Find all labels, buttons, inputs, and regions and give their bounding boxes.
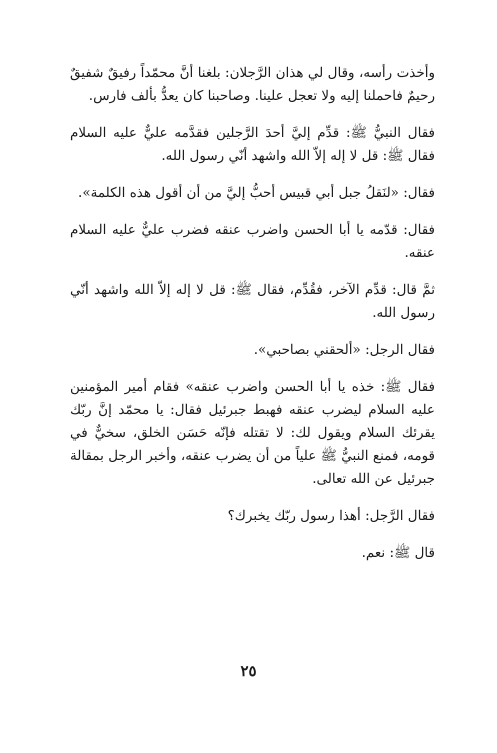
- paragraph: فقال: «لنَقلُ جبل أبي قبيس أحبُّ إليَّ من أن أقول هذه الكلمة».: [78, 185, 435, 201]
- paragraph: فقال الرجل: «ألحقني بصاحبي».: [253, 342, 435, 358]
- page-number: ٢٥: [240, 662, 257, 680]
- page-body: [70, 62, 435, 579]
- paragraph: فقال ﷺ: خذه يا أبا الحسن واضرب عنقه» فقام أمير المؤمنين عليه السلام ليضرب عنقه فهبط جبرئيل فقال: يا محمّد إنَّ ربّك يقرئك السلام ويقول لك: لا تقتله فإنّه حَسَن الخلق، سخيٌّ في قومه، فمنع النبيُّ ﷺ علياً من أن يضرب عنقه، وأخبر الرجل بمقالة جبرئيل عن الله تعالى.: [70, 379, 435, 487]
- paragraph: قال ﷺ: نعم.: [361, 545, 435, 561]
- paragraph: وأخذت رأسه، وقال لي هذان الرَّجلان: بلغنا أنَّ محمّداً رفيقٌ شفيقٌ رحيمٌ فاحملنا إليه ولا تعجل علينا. وصاحبنا كان يعدُّ بألف فارس.: [70, 65, 435, 104]
- paragraph: ثمَّ قال: قدِّم الآخر، فقُدِّم، فقال ﷺ: قل لا إله إلاّ الله واشهد أنّي رسول الله.: [70, 282, 435, 321]
- paragraph: فقال النبيُّ ﷺ: قدِّم إليَّ أحدَ الرَّجلين فقدَّمه عليٌّ عليه السلام فقال ﷺ: قل لا إله إلاّ الله واشهد أنّي رسول الله.: [70, 125, 435, 164]
- paragraph: فقال الرَّجل: أهذا رسول ربّك يخبرك؟: [227, 508, 435, 524]
- paragraph: فقال: قدّمه يا أبا الحسن واضرب عنقه فضرب عليٌّ عليه السلام عنقه.: [70, 222, 435, 261]
